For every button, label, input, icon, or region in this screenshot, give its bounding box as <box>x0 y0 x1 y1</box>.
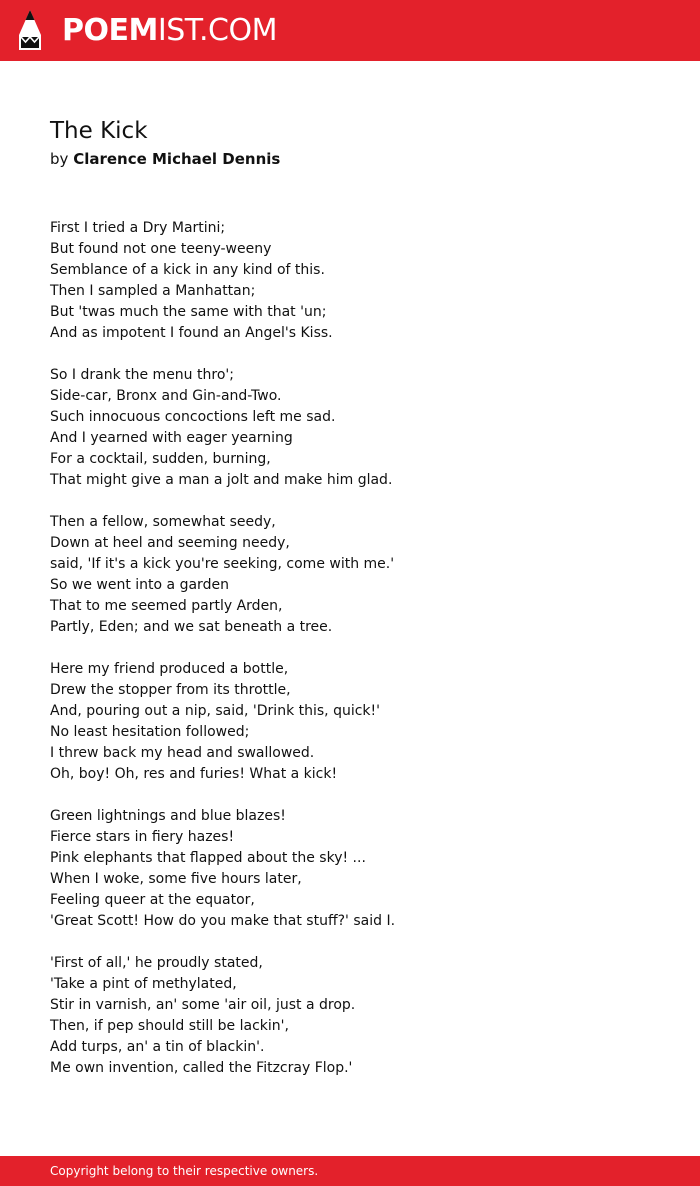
poem-line: Then a fellow, somewhat seedy, <box>50 514 276 530</box>
poem-line: For a cocktail, sudden, burning, <box>50 451 271 467</box>
stanza-gap <box>50 785 650 806</box>
stanza <box>50 659 650 785</box>
poem-line: Pink elephants that flapped about the sky! ... <box>50 850 366 866</box>
poem-line: Feeling queer at the equator, <box>50 892 255 908</box>
stanza-gap <box>50 638 650 659</box>
poem-line: Green lightnings and blue blazes! <box>50 808 286 824</box>
poem-line: Add turps, an' a tin of blackin'. <box>50 1039 265 1055</box>
poem-line: Then I sampled a Manhattan; <box>50 283 256 299</box>
brand-bold: POEM <box>62 13 158 48</box>
poem-line: And I yearned with eager yearning <box>50 430 293 446</box>
stanza <box>50 218 650 344</box>
poem-line: 'Great Scott! How do you make that stuff?' said I. <box>50 913 396 929</box>
poem-line: First I tried a Dry Martini; <box>50 220 226 236</box>
poem-line: And, pouring out a nip, said, 'Drink this, quick!' <box>50 703 380 719</box>
poem-line: Stir in varnish, an' some 'air oil, just a drop. <box>50 997 356 1013</box>
poem-line: No least hesitation followed; <box>50 724 250 740</box>
poem-line: Oh, boy! Oh, res and furies! What a kick! <box>50 766 338 782</box>
poem-line: And as impotent I found an Angel's Kiss. <box>50 325 333 341</box>
poem-line: But 'twas much the same with that 'un; <box>50 304 327 320</box>
poem-line: So we went into a garden <box>50 577 229 593</box>
poem-line: 'Take a pint of methylated, <box>50 976 237 992</box>
pencil-icon[interactable] <box>18 9 42 51</box>
by-prefix: by <box>50 150 69 168</box>
stanza-gap <box>50 491 650 512</box>
poem-line: Down at heel and seeming needy, <box>50 535 290 551</box>
stanza-gap <box>50 344 650 365</box>
poem-line: Drew the stopper from its throttle, <box>50 682 291 698</box>
poem-line: Semblance of a kick in any kind of this. <box>50 262 325 278</box>
footer-bar <box>0 1156 700 1186</box>
poem-line: Such innocuous concoctions left me sad. <box>50 409 336 425</box>
site-logo-text[interactable] <box>62 12 277 50</box>
stanza-gap <box>50 932 650 953</box>
poem-line: 'First of all,' he proudly stated, <box>50 955 263 971</box>
poem-line: Then, if pep should still be lackin', <box>50 1018 289 1034</box>
poem-line: I threw back my head and swallowed. <box>50 745 315 761</box>
poem-line: That might give a man a jolt and make him glad. <box>50 472 393 488</box>
stanza <box>50 365 650 491</box>
top-bar <box>0 0 700 61</box>
poem-line: Fierce stars in fiery hazes! <box>50 829 235 845</box>
poem-title: The Kick <box>50 118 148 144</box>
poem-line: Side-car, Bronx and Gin-and-Two. <box>50 388 282 404</box>
poem-line: That to me seemed partly Arden, <box>50 598 283 614</box>
copyright-text: Copyright belong to their respective owners. <box>50 1164 319 1178</box>
poem-line: said, 'If it's a kick you're seeking, come with me.' <box>50 556 395 572</box>
poem-line: So I drank the menu thro'; <box>50 367 234 383</box>
poem-line: Partly, Eden; and we sat beneath a tree. <box>50 619 333 635</box>
stanza <box>50 953 650 1079</box>
poem-line: But found not one teeny-weeny <box>50 241 272 257</box>
poem-line: Me own invention, called the Fitzcray Flop.' <box>50 1060 353 1076</box>
author-name: Clarence Michael Dennis <box>73 150 281 168</box>
stanza <box>50 512 650 638</box>
poem-line: When I woke, some five hours later, <box>50 871 302 887</box>
poem-body <box>50 218 650 1079</box>
byline <box>50 148 280 170</box>
stanza <box>50 806 650 932</box>
brand-light: IST.COM <box>157 13 277 48</box>
poem-line: Here my friend produced a bottle, <box>50 661 289 677</box>
